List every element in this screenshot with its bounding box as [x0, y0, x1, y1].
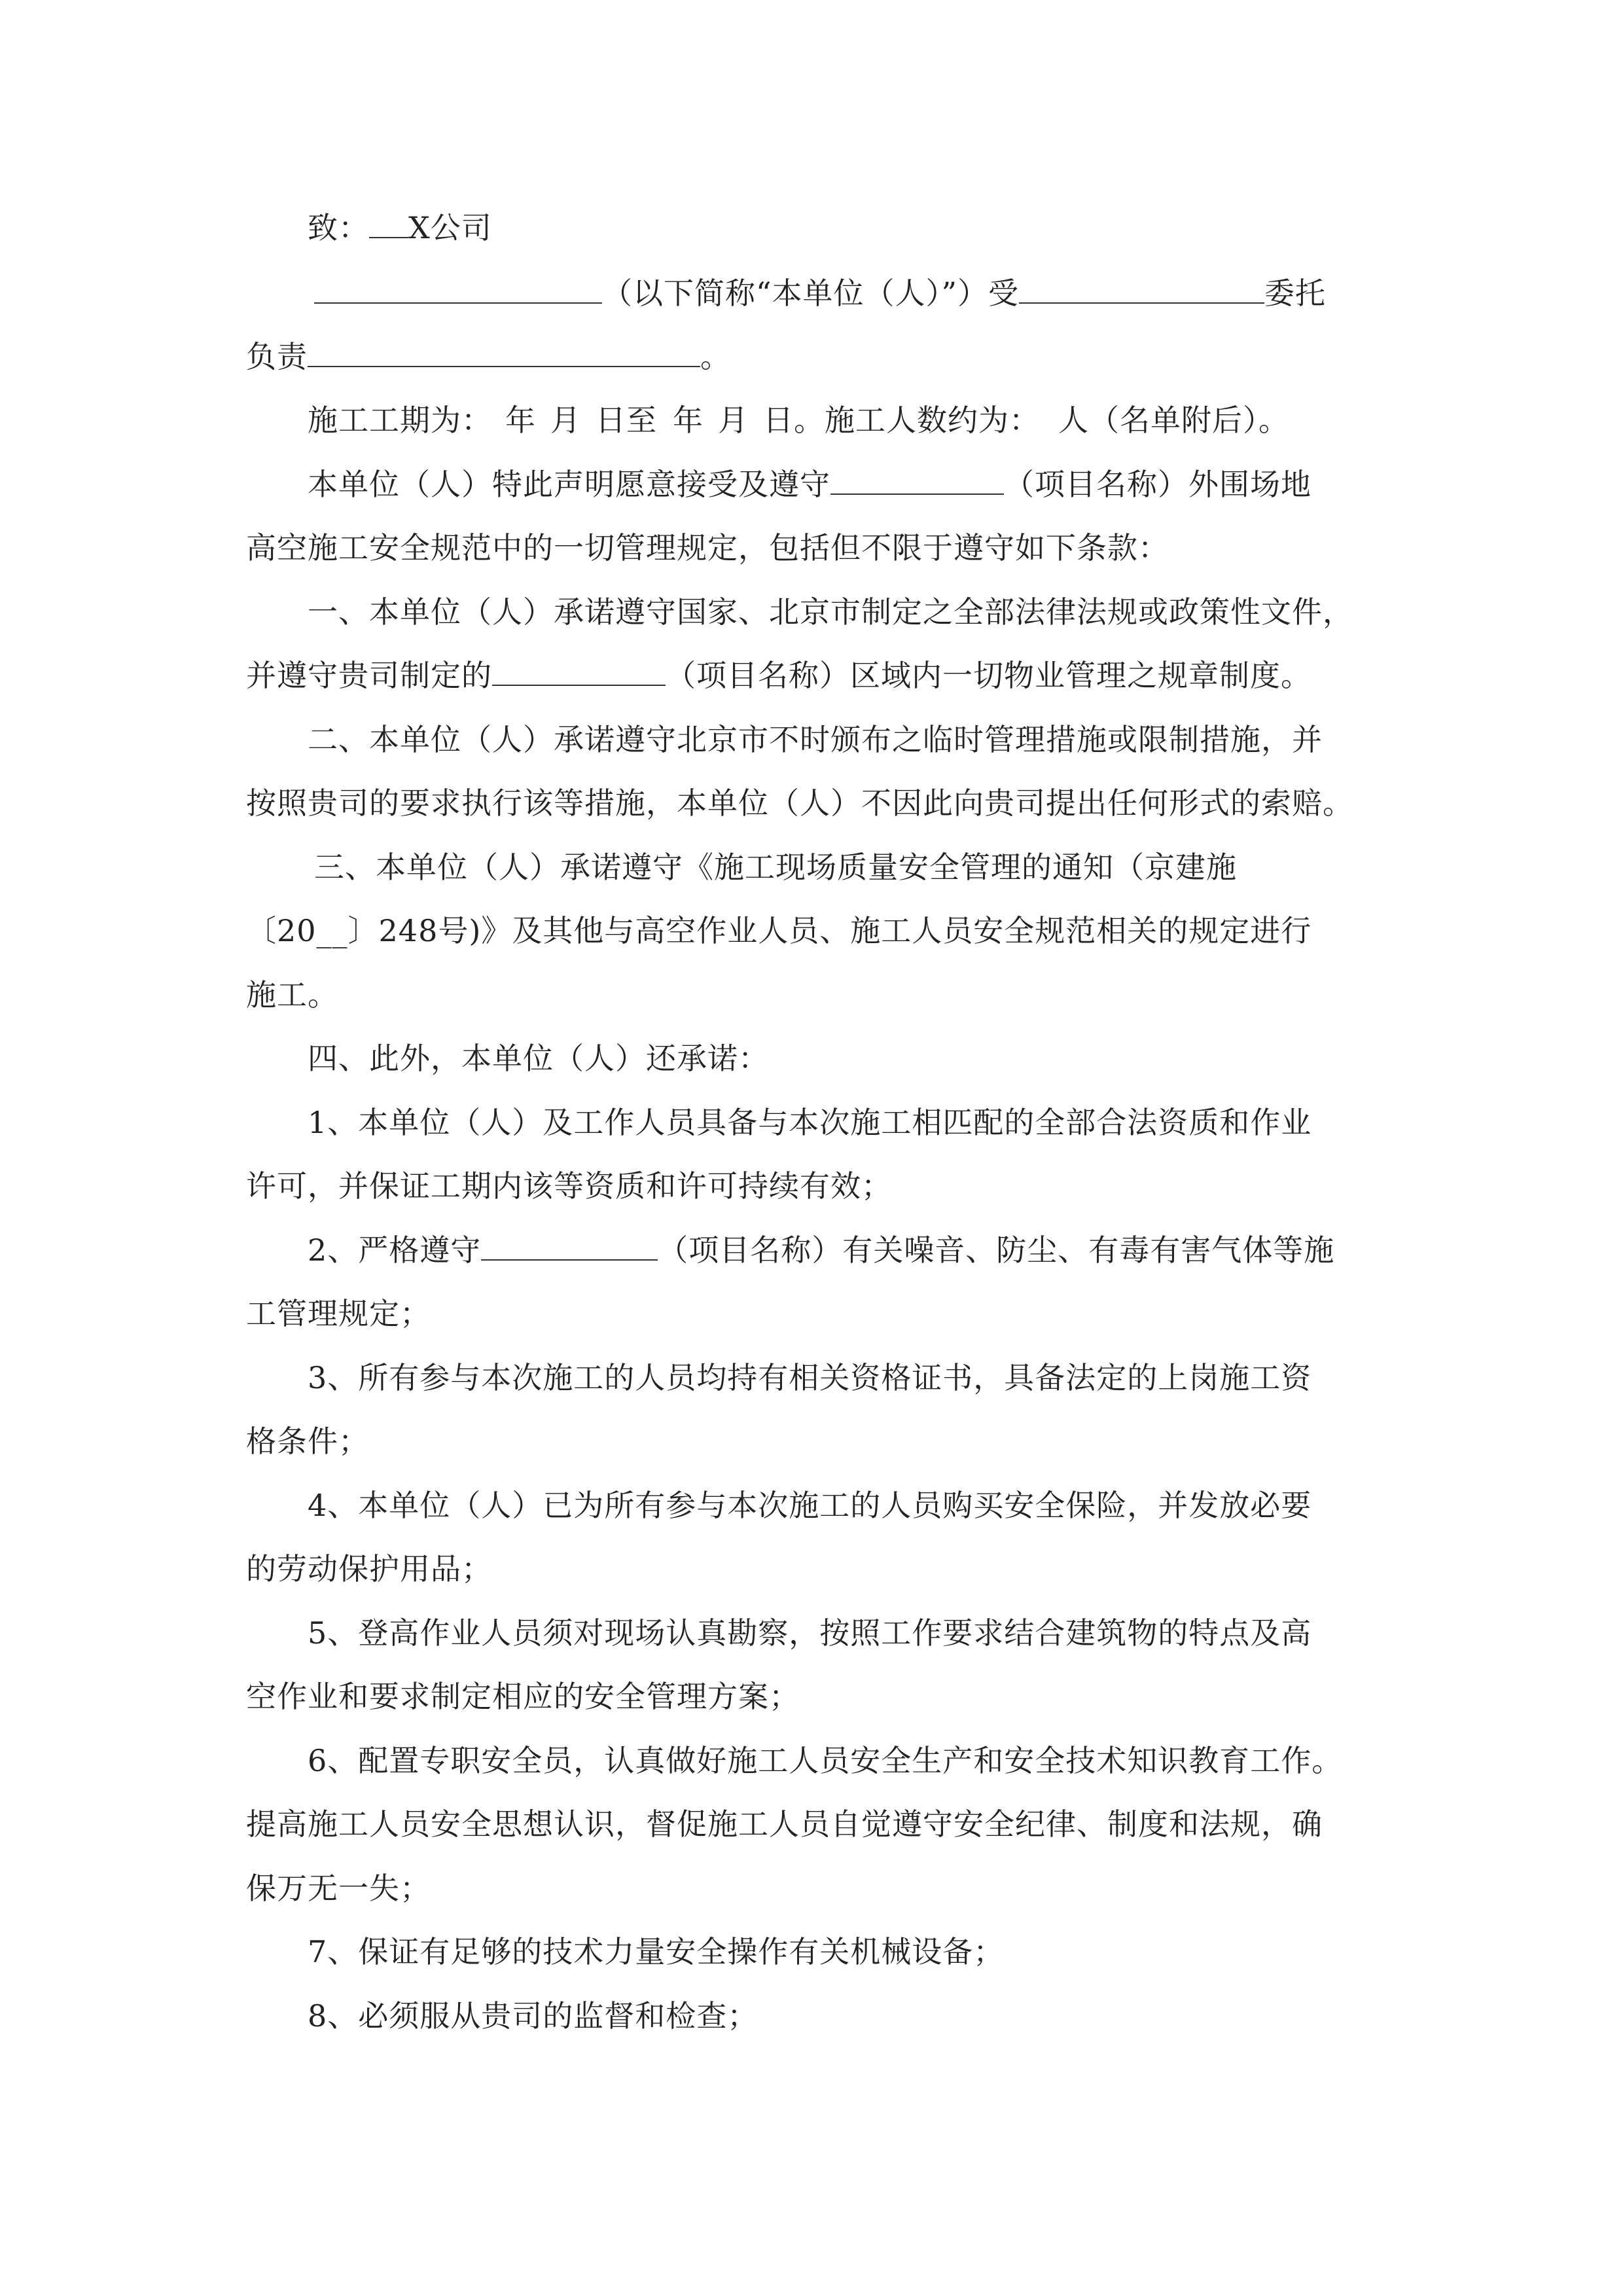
declaration-line-2	[246, 528, 1169, 567]
item-4-line-1	[308, 1486, 1311, 1525]
item-4-line-2	[246, 1549, 492, 1588]
item-2-line-1	[308, 1230, 1334, 1270]
entrust-text-b: 委托	[1264, 276, 1327, 311]
item-5-line-1	[308, 1613, 1311, 1653]
item-1-line-2	[246, 1166, 892, 1206]
item-6-line-3	[246, 1869, 431, 1908]
period-day-1: 日至	[596, 403, 657, 438]
clause-3-text-b: 〔20__〕248号)》及其他与高空作业人员、施工人员安全规范相关的规定进行	[246, 913, 1312, 948]
unit-name-blank	[314, 274, 602, 304]
headcount-label: 日。施工人数约为：	[763, 403, 1040, 438]
item-5-text-a: 5、登高作业人员须对现场认真勘察，按照工作要求结合建筑物的特点及高	[308, 1615, 1312, 1651]
addressee-prefix: 致：	[308, 210, 369, 245]
responsible-blank	[308, 337, 700, 367]
item-3-text-a: 3、所有参与本次施工的人员均持有相关资格证书，具备法定的上岗施工资	[308, 1360, 1312, 1395]
item-6-text-a: 6、配置专职安全员，认真做好施工人员安全生产和安全技术知识教育工作。	[308, 1743, 1343, 1778]
project-name-blank-1	[830, 465, 1004, 495]
period-label: 施工工期为：	[308, 403, 492, 438]
item-2-text-b: （项目名称）有关噪音、防尘、有毒有害气体等施	[658, 1232, 1335, 1268]
item-4-text-b: 的劳动保护用品；	[246, 1551, 492, 1587]
project-name-blank-3	[481, 1230, 658, 1261]
item-6-text-c: 保万无一失；	[246, 1871, 431, 1906]
clause-1-text-a: 一、本单位（人）承诺遵守国家、北京市制定之全部法律法规或政策性文件，	[308, 594, 1353, 630]
clause-1-text-c: （项目名称）区域内一切物业管理之规章制度。	[666, 658, 1311, 693]
item-8-line	[308, 1996, 758, 2036]
period-year-2: 年	[673, 403, 704, 438]
period-month-2: 月	[718, 403, 749, 438]
addressee-blank	[369, 208, 408, 238]
entrust-line	[314, 274, 1326, 313]
clause-1-line-2	[246, 656, 1311, 695]
clause-3-line-3	[246, 975, 338, 1014]
clause-2-text-a: 二、本单位（人）承诺遵守北京市不时颁布之临时管理措施或限制措施，并	[308, 722, 1323, 757]
clause-1-text-b: 并遵守贵司制定的	[246, 658, 492, 693]
item-1-text-a: 1、本单位（人）及工作人员具备与本次施工相匹配的全部合法资质和作业	[308, 1105, 1312, 1140]
clause-4-text: 四、此外，本单位（人）还承诺：	[308, 1041, 769, 1076]
item-7-line	[308, 1932, 1004, 1971]
principal-blank	[1019, 274, 1264, 304]
clause-1-line-1	[308, 592, 1353, 632]
item-7-text: 7、保证有足够的技术力量安全操作有关机械设备；	[308, 1934, 1005, 1969]
headcount-suffix: 人（名单附后）。	[1058, 403, 1289, 438]
declaration-text-c: 高空施工安全规范中的一切管理规定，包括但不限于遵守如下条款：	[246, 530, 1169, 565]
item-6-text-b: 提高施工人员安全思想认识，督促施工人员自觉遵守安全纪律、制度和法规，确	[246, 1806, 1323, 1842]
clause-3-line-2	[246, 911, 1311, 950]
clause-2-line-1	[308, 720, 1323, 759]
item-1-line-1	[308, 1103, 1311, 1142]
item-5-text-b: 空作业和要求制定相应的安全管理方案；	[246, 1679, 800, 1714]
item-2-text-a: 2、严格遵守	[308, 1232, 482, 1268]
responsible-label: 负责	[246, 339, 308, 374]
clause-3-text-c: 施工。	[246, 977, 338, 1013]
period-year-1: 年	[505, 403, 536, 438]
addressee-line	[308, 208, 492, 247]
period-line	[308, 401, 1289, 440]
item-5-line-2	[246, 1677, 800, 1716]
clause-2-text-b: 按照贵司的要求执行该等措施，本单位（人）不因此向贵司提出任何形式的索赔。	[246, 785, 1353, 821]
clause-2-line-2	[246, 783, 1353, 823]
clause-3-line-1	[314, 848, 1237, 887]
clause-4-line	[308, 1039, 769, 1078]
declaration-line-1	[308, 465, 1311, 504]
item-3-line-2	[246, 1422, 369, 1461]
item-3-text-b: 格条件；	[246, 1424, 369, 1459]
item-4-text-a: 4、本单位（人）已为所有参与本次施工的人员购买安全保险，并发放必要	[308, 1488, 1312, 1523]
responsible-line	[246, 337, 731, 376]
responsible-end: 。	[700, 339, 731, 374]
addressee-company: X公司	[408, 210, 492, 245]
item-6-line-1	[308, 1741, 1342, 1780]
period-month-1: 月	[550, 403, 581, 438]
item-8-text: 8、必须服从贵司的监督和检查；	[308, 1998, 758, 2034]
declaration-text-b: （项目名称）外围场地	[1004, 467, 1311, 502]
item-2-line-2	[246, 1294, 431, 1333]
item-3-line-1	[308, 1358, 1311, 1397]
item-1-text-b: 许可，并保证工期内该等资质和许可持续有效；	[246, 1168, 892, 1204]
declaration-text-a: 本单位（人）特此声明愿意接受及遵守	[308, 467, 830, 502]
entrust-text-a: （以下简称“本单位（人）”）受	[602, 276, 1020, 311]
clause-3-text-a: 三、本单位（人）承诺遵守《施工现场质量安全管理的通知（京建施	[314, 850, 1237, 885]
project-name-blank-2	[492, 656, 666, 686]
item-6-line-2	[246, 1804, 1323, 1844]
item-2-text-c: 工管理规定；	[246, 1296, 431, 1331]
